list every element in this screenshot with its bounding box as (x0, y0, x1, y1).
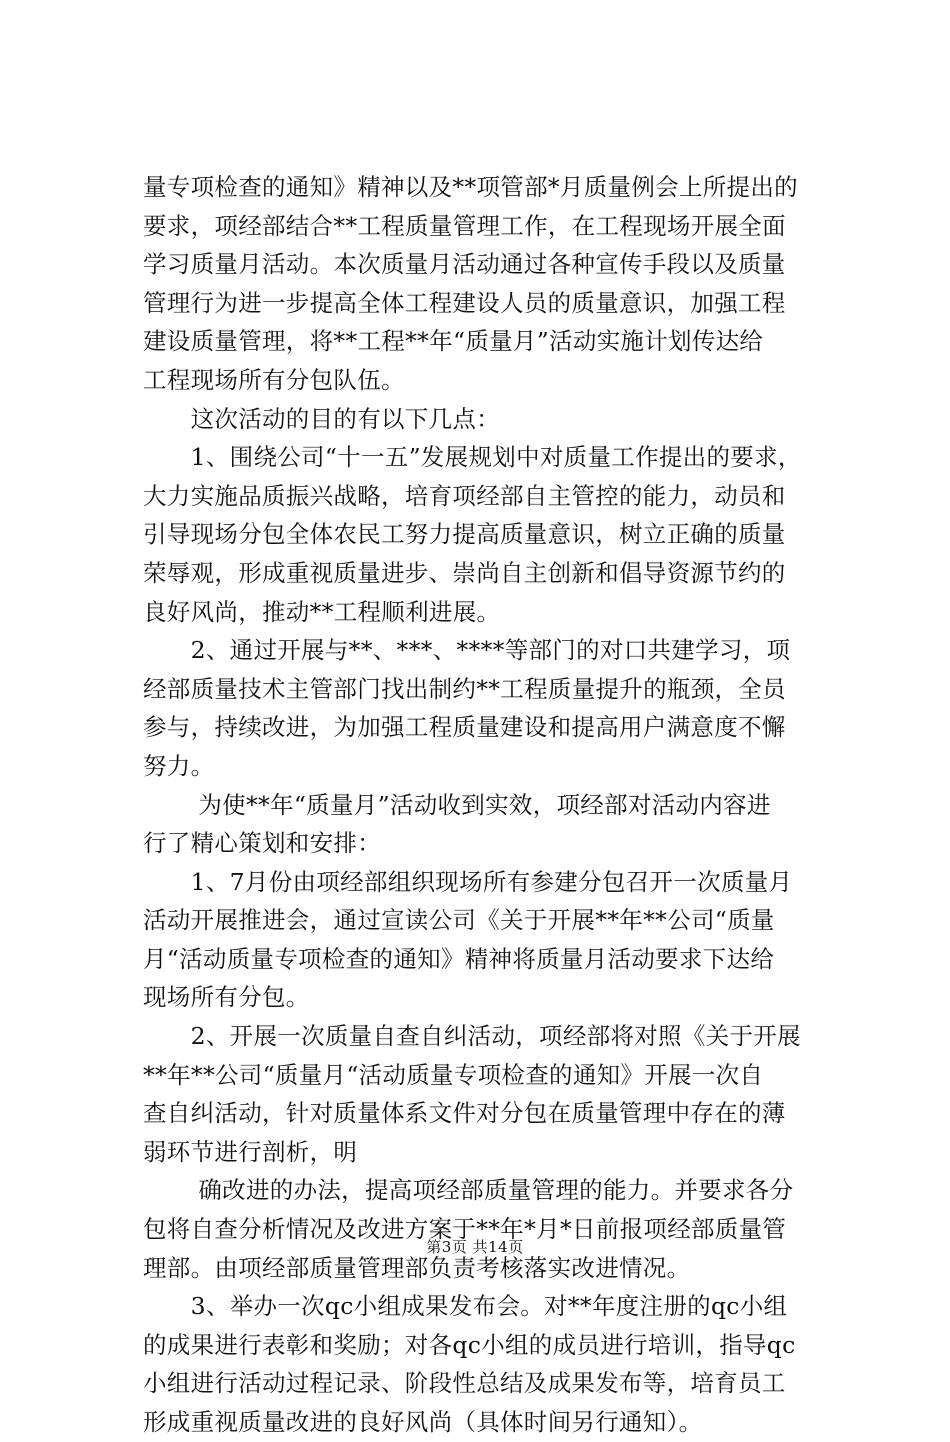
text-line: 的成果进行表彰和奖励；对各qc小组的成员进行培训，指导qc (143, 1330, 796, 1359)
text-line: 管理行为进一步提高全体工程建设人员的质量意识，加强工程 (143, 288, 786, 317)
text-line: 现场所有分包。 (143, 983, 310, 1012)
text-line: 大力实施品质振兴战略，培育项经部自主管控的能力，动员和 (143, 481, 786, 510)
text-line: 月“活动质量专项检查的通知》精神将质量月活动要求下达给 (143, 944, 775, 973)
text-line: 良好风尚，推动**工程顺利进展。 (143, 597, 501, 626)
text-line: 小组进行活动过程记录、阶段性总结及成果发布等，培育员工 (143, 1369, 786, 1398)
text-line: 3、举办一次qc小组成果发布会。对**年度注册的qc小组 (143, 1292, 788, 1321)
text-line: 这次活动的目的有以下几点： (143, 404, 500, 433)
text-line: **年**公司“质量月“活动质量专项检查的通知》开展一次自 (143, 1060, 764, 1089)
text-line: 确改进的办法，提高项经部质量管理的能力。并要求各分 (143, 1176, 794, 1205)
text-line: 2、通过开展与**、***、****等部门的对口共建学习，项 (143, 636, 791, 665)
text-line: 形成重视质量改进的良好风尚（具体时间另行通知）。 (143, 1408, 703, 1436)
text-line: 弱环节进行剖析，明 (143, 1137, 358, 1166)
text-line: 经部质量技术主管部门找出制约**工程质量提升的瓶颈，全员 (143, 674, 786, 703)
text-line: 2、开展一次质量自查自纠活动，项经部将对照《关于开展 (143, 1022, 801, 1051)
text-line: 1、7月份由项经部组织现场所有参建分包召开一次质量月 (143, 867, 793, 896)
text-line: 努力。 (143, 751, 215, 780)
text-line: 理部。由项经部质量管理部负责考核落实改进情况。 (143, 1253, 691, 1282)
text-line: 建设质量管理，将**工程**年“质量月”活动实施计划传达给 (143, 327, 764, 356)
text-line: 学习质量月活动。本次质量月活动通过各种宣传手段以及质量 (143, 250, 786, 279)
text-line: 量专项检查的通知》精神以及**项管部*月质量例会上所提出的 (143, 173, 798, 201)
text-line: 包将自查分析情况及改进方案于**年*月*日前报项经部质量管 (143, 1215, 787, 1244)
text-line: 为使**年“质量月”活动收到实效，项经部对活动内容进 (143, 790, 771, 819)
page-footer: 第3页 共14页 (426, 1238, 524, 1256)
text-line: 活动开展推进会，通过宣读公司《关于开展**年**公司“质量 (143, 906, 775, 935)
text-line: 1、围绕公司“十一五”发展规划中对质量工作提出的要求， (143, 443, 802, 472)
text-line: 查自纠活动，针对质量体系文件对分包在质量管理中存在的薄 (143, 1099, 786, 1128)
text-line: 要求，项经部结合**工程质量管理工作，在工程现场开展全面 (143, 211, 786, 240)
text-line: 荣辱观，形成重视质量进步、崇尚自主创新和倡导资源节约的 (143, 558, 786, 587)
text-line: 行了精心策划和安排： (143, 829, 381, 858)
text-line: 工程现场所有分包队伍。 (143, 365, 405, 394)
text-line: 引导现场分包全体农民工努力提高质量意识，树立正确的质量 (143, 520, 786, 549)
text-line: 参与，持续改进，为加强工程质量建设和提高用户满意度不懈 (143, 713, 786, 742)
